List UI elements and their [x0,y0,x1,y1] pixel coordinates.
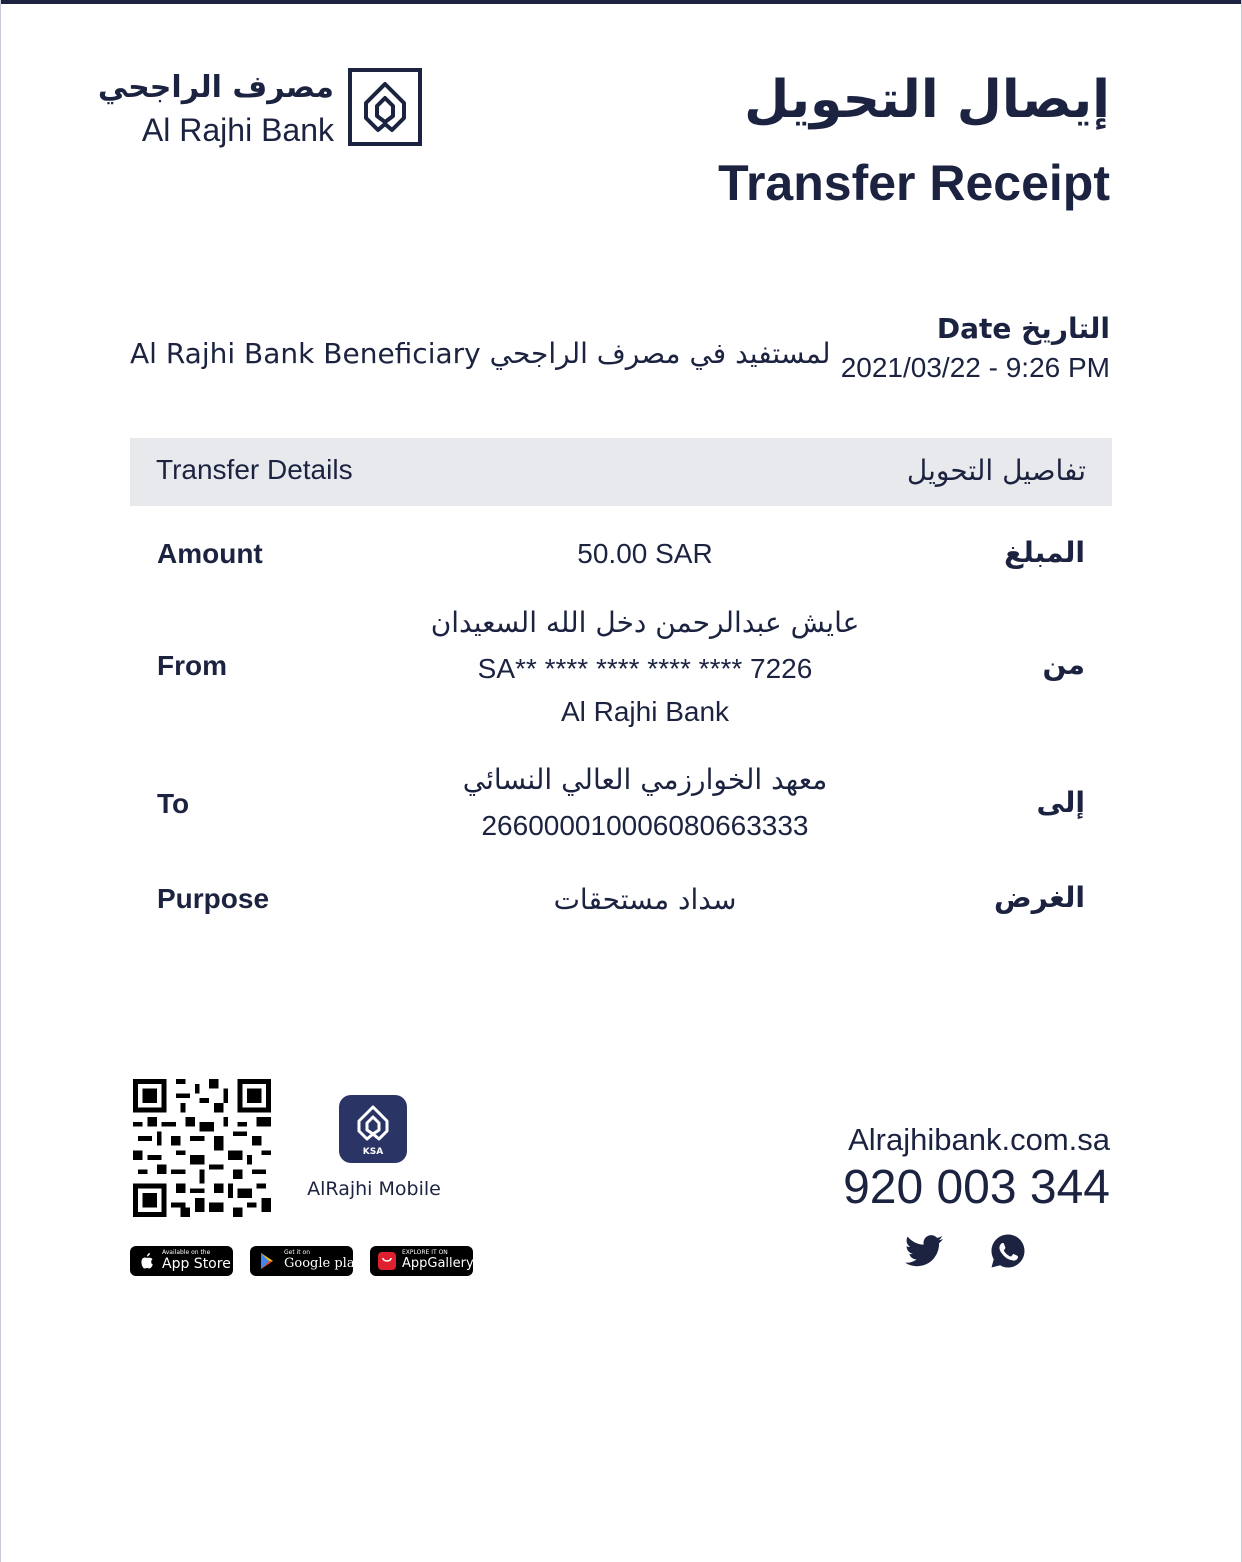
purpose-label-ar: الغرض [994,881,1085,914]
date-label: Date التاريخ [936,312,1110,345]
apple-icon [138,1252,156,1270]
phone-number[interactable]: 920 003 344 [843,1161,1110,1214]
alrajhi-mobile-app-icon[interactable] [339,1095,407,1163]
top-border [0,0,1242,4]
app-gallery-badge[interactable] [370,1246,473,1276]
purpose-label-en: Purpose [157,883,270,914]
bank-name-ar: مصرف الراجحي [97,70,334,105]
website-link[interactable]: Alrajhibank.com.sa [848,1122,1110,1157]
from-name: عايش عبدالرحمن دخل الله السعيدان [430,606,860,639]
amount-label-ar: المبلغ [1004,536,1085,569]
to-account: 266000010006080663333 [481,810,809,841]
whatsapp-icon[interactable] [990,1233,1026,1269]
bank-logo [97,68,428,148]
qr-code-icon [133,1079,271,1217]
from-bank: Al Rajhi Bank [560,696,730,727]
from-label-en: From [157,650,227,681]
from-account: SA** **** **** **** **** 7226 [477,653,813,684]
details-header-en: Transfer Details [156,454,353,485]
purpose-value: سداد مستحقات [553,883,737,916]
twitter-icon[interactable] [905,1235,943,1267]
details-header-ar: تفاصيل التحويل [906,454,1086,487]
from-label-ar: من [1042,648,1085,681]
google-play-icon [258,1252,276,1270]
app-badge-ksa: KSA [362,1147,384,1157]
title-english: Transfer Receipt [718,155,1110,211]
huawei-icon [378,1252,396,1270]
to-label-ar: إلى [1036,786,1085,819]
transfer-details-header [130,438,1112,506]
app-store-label: App Store [162,1256,231,1272]
al-rajhi-logo-icon [348,68,422,146]
app-name: AlRajhi Mobile [307,1178,441,1200]
to-label-en: To [157,788,190,819]
google-play-badge[interactable] [250,1246,362,1276]
amount-value: 50.00 SAR [577,538,713,569]
beneficiary-type: Al Rajhi Bank Beneficiary لمستفيد في مصرف الراجحي [130,337,831,370]
app-store-small: Available on the [162,1249,211,1256]
bank-name-en: Al Rajhi Bank [141,112,334,148]
app-store-badge[interactable] [130,1246,233,1276]
left-border [0,0,1,1562]
google-play-label: Google play [284,1256,362,1271]
amount-label-en: Amount [157,538,263,569]
app-gallery-label: AppGallery [402,1256,474,1271]
title-arabic: إيصال التحويل [744,70,1110,130]
al-rajhi-logo-icon [353,1103,393,1145]
app-gallery-small: EXPLORE IT ON [402,1249,448,1256]
date-value: 2021/03/22 - 9:26 PM [840,352,1110,383]
to-name: معهد الخوارزمي العالي النسائي [462,763,828,796]
google-play-small: Get it on [284,1249,311,1256]
